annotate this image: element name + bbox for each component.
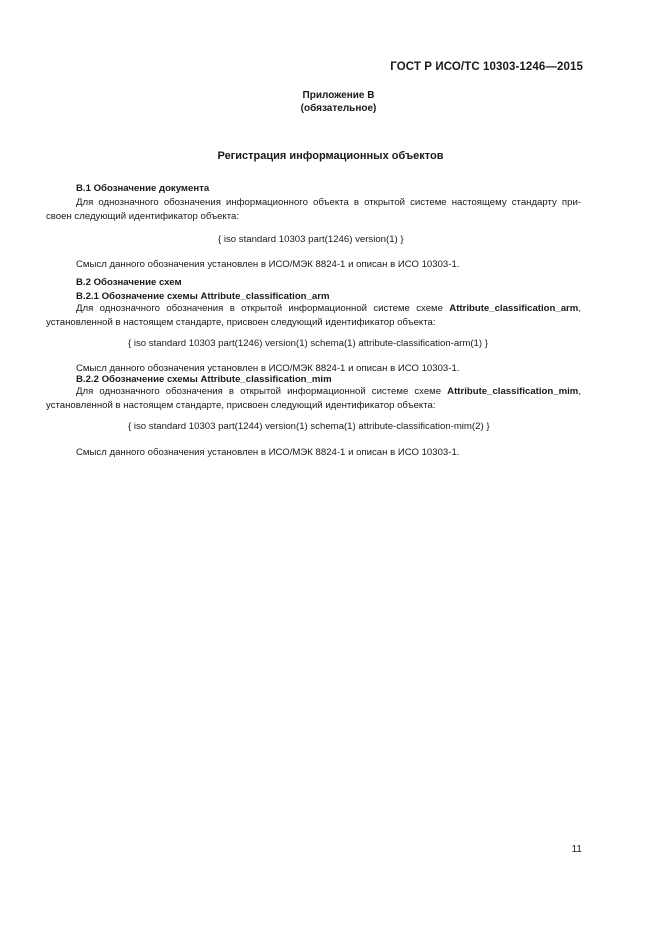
heading-b2: В.2 Обозначение схем — [76, 277, 182, 288]
paragraph-b22-comma: , — [578, 386, 581, 397]
meaning-b22: Смысл данного обозначения установлен в ИСО/МЭК 8824-1 и описан в ИСО 10303-1. — [76, 447, 460, 458]
annex-subtitle: (обязательное) — [300, 103, 377, 114]
document-code: ГОСТ Р ИСО/ТС 10303-1246—2015 — [390, 61, 583, 73]
paragraph-b21-comma: , — [578, 303, 581, 314]
paragraph-b1 — [46, 196, 581, 224]
paragraph-b21-line1 — [46, 302, 581, 316]
paragraph-b1-line2: своен следующий идентификатор объекта: — [46, 211, 239, 222]
identifier-b22: { iso standard 10303 part(1244) version(1) schema(1) attribute-classification-mim(2) } — [128, 421, 490, 432]
section-title: Регистрация информационных объектов — [217, 150, 444, 162]
heading-b21: В.2.1 Обозначение схемы Attribute_classification_arm — [76, 291, 330, 302]
heading-b22: В.2.2 Обозначение схемы Attribute_classification_mim — [76, 374, 332, 385]
paragraph-b22 — [46, 385, 581, 413]
paragraph-b21 — [46, 302, 581, 330]
meaning-b21: Смысл данного обозначения установлен в ИСО/МЭК 8824-1 и описан в ИСО 10303-1. — [76, 363, 460, 374]
paragraph-b22-line2: установленной в настоящем стандарте, присвоен следующий идентификатор объекта: — [46, 400, 436, 411]
page-number: 11 — [571, 844, 582, 855]
meaning-b1: Смысл данного обозначения установлен в ИСО/МЭК 8824-1 и описан в ИСО 10303-1. — [76, 259, 460, 270]
heading-b1: В.1 Обозначение документа — [76, 183, 210, 194]
identifier-b21: { iso standard 10303 part(1246) version(1) schema(1) attribute-classification-arm(1) } — [128, 338, 488, 349]
schema-name-arm: Attribute_classification_arm — [449, 303, 579, 314]
paragraph-b21-line2: установленной в настоящем стандарте, присвоен следующий идентификатор объекта: — [46, 317, 436, 328]
identifier-b1: { iso standard 10303 part(1246) version(1) } — [218, 234, 404, 245]
paragraph-b1-line1: Для однозначного обозначения информационного объекта в открытой системе настоящему стандарту при- — [76, 197, 581, 208]
annex-title: Приложение В — [302, 90, 375, 101]
paragraph-b22-line1 — [46, 385, 581, 399]
paragraph-b21-text: Для однозначного обозначения в открытой информационной системе схеме — [76, 303, 450, 314]
paragraph-b22-text: Для однозначного обозначения в открытой информационной системе схеме — [76, 386, 448, 397]
schema-name-mim: Attribute_classification_mim — [447, 386, 579, 397]
